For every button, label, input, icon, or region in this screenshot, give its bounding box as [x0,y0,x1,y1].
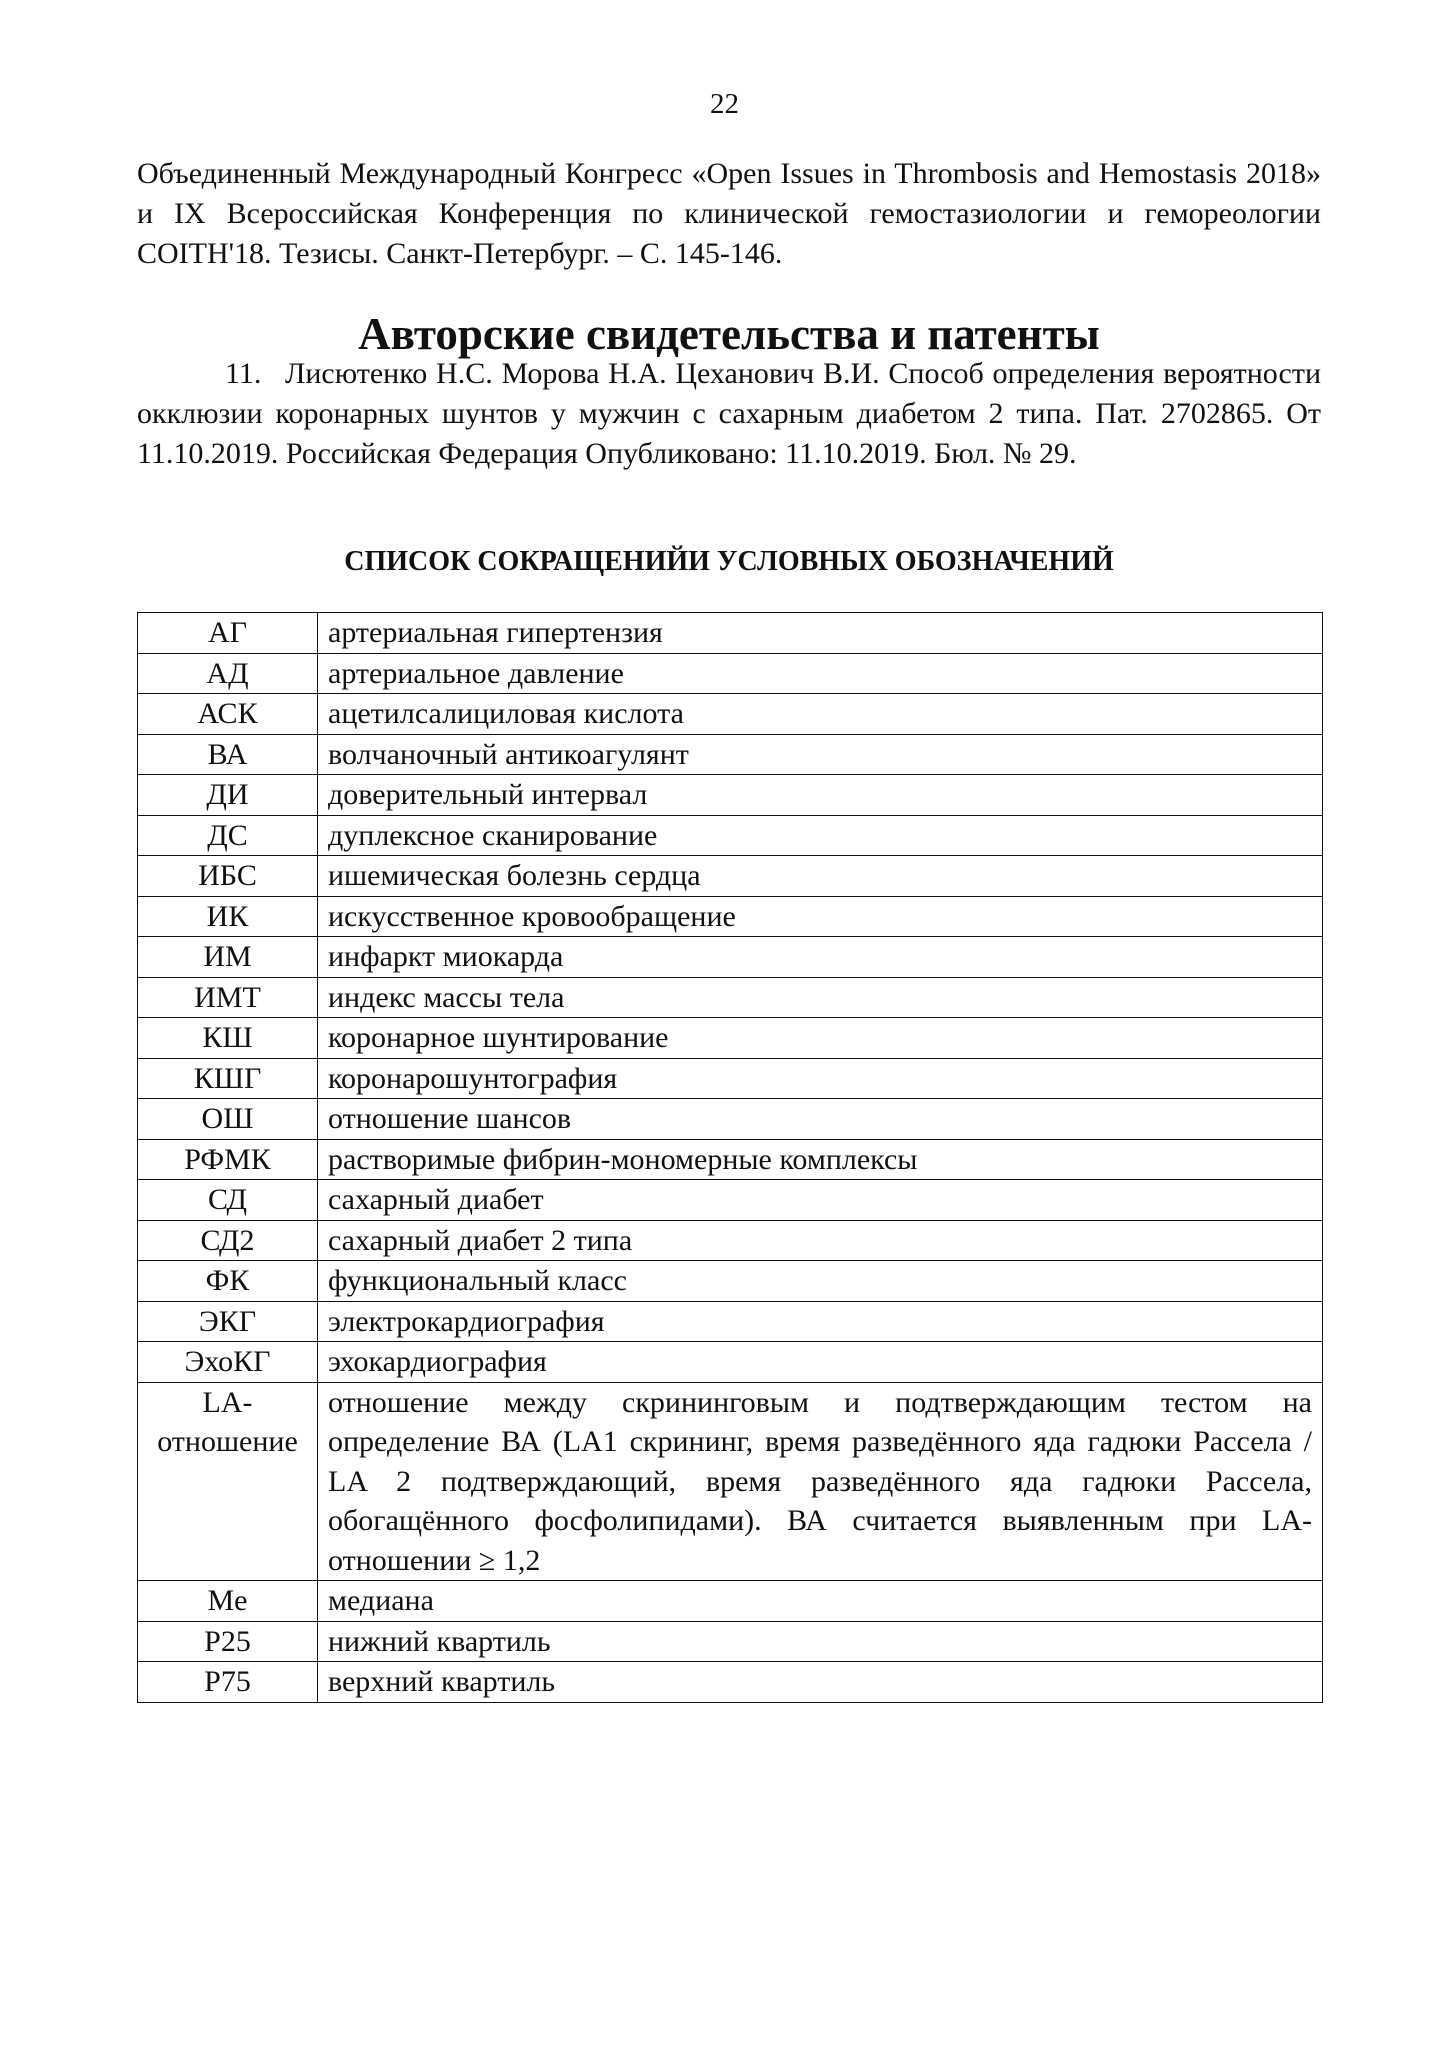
table-row [138,1261,1323,1302]
abbreviation-cell: Me [138,1581,318,1622]
definition-cell: инфаркт миокарда [318,937,1323,978]
definition-cell: волчаночный антикоагулянт [318,734,1323,775]
abbreviation-cell: АСК [138,694,318,735]
definition-cell: медиана [318,1581,1323,1622]
definition-cell: коронарное шунтирование [318,1018,1323,1059]
table-row [138,1139,1323,1180]
definition-cell: коронарошунтография [318,1058,1323,1099]
abbreviation-cell: ИМТ [138,977,318,1018]
definition-cell: артериальное давление [318,653,1323,694]
definition-cell: верхний квартиль [318,1662,1323,1703]
abbreviation-cell: КШГ [138,1058,318,1099]
table-row [138,1581,1323,1622]
table-row [138,856,1323,897]
abbreviation-cell: ДИ [138,775,318,816]
table-row [138,734,1323,775]
table-row [138,896,1323,937]
abbreviation-cell: СД [138,1180,318,1221]
abbreviation-cell: ОШ [138,1099,318,1140]
definition-cell: искусственное кровообращение [318,896,1323,937]
definition-cell: ацетилсалициловая кислота [318,694,1323,735]
abbreviation-cell: ИК [138,896,318,937]
table-row [138,815,1323,856]
definition-cell: нижний квартиль [318,1621,1323,1662]
definition-cell: дуплексное сканирование [318,815,1323,856]
table-row [138,775,1323,816]
definition-cell: растворимые фибрин-мономерные комплексы [318,1139,1323,1180]
table-row [138,1220,1323,1261]
definition-cell: отношение между скрининговым и подтверждающим тестом на определение ВА (LA1 скрининг, время разведённого яда гадюки Рассела / LA 2 подтверждающий, время разведённого яда гадюки Рассела, обогащённого фосфолипидами). ВА считается выявленным при LA-отношении ≥ 1,2 [318,1382,1323,1581]
table-row [138,1099,1323,1140]
abbreviations-table-body [138,613,1323,1703]
table-row [138,1301,1323,1342]
reference-continuation: Объединенный Международный Конгресс «Open Issues in Thrombosis and Hemostasis 2018» и IX Всероссийская Конференция по клинической гемостазиологии и гемореологии COITH'18. Тезисы. Санкт-Петербург. – С. 145-146. [137,157,1321,270]
definition-cell: индекс массы тела [318,977,1323,1018]
abbreviation-cell: ИМ [138,937,318,978]
definition-cell: доверительный интервал [318,775,1323,816]
table-row [138,1018,1323,1059]
table-row [138,977,1323,1018]
abbreviation-cell: LA-отношение [138,1382,318,1581]
abbreviation-cell: ЭКГ [138,1301,318,1342]
definition-cell: электрокардиография [318,1301,1323,1342]
table-row [138,613,1323,654]
abbreviation-cell: ВА [138,734,318,775]
table-row [138,1058,1323,1099]
abbreviation-cell: ЭхоКГ [138,1342,318,1383]
definition-cell: сахарный диабет [318,1180,1323,1221]
patents-heading: Авторские свидетельства и патенты [358,309,1100,359]
table-row [138,1342,1323,1383]
abbreviation-cell: АГ [138,613,318,654]
definition-cell: артериальная гипертензия [318,613,1323,654]
patent-entry-text: Лисютенко Н.С. Морова Н.А. Цеханович В.И. Способ определения вероятности окклюзии коронарных шунтов у мужчин с сахарным диабетом 2 типа. Пат. 2702865. От 11.10.2019. Российская Федерация Опубликовано: 11.10.2019. Бюл. № 29. [137,357,1321,470]
table-row [138,937,1323,978]
table-row [138,694,1323,735]
abbreviation-cell: ДС [138,815,318,856]
abbreviation-cell: РФМК [138,1139,318,1180]
abbreviation-cell: P75 [138,1662,318,1703]
abbreviations-heading: СПИСОК СОКРАЩЕНИЙИ УСЛОВНЫХ ОБОЗНАЧЕНИЙ [344,546,1114,577]
abbreviation-cell: АД [138,653,318,694]
definition-cell: отношение шансов [318,1099,1323,1140]
table-row [138,1382,1323,1581]
table-row [138,1621,1323,1662]
page-number: 22 [710,88,739,120]
abbreviation-cell: ИБС [138,856,318,897]
definition-cell: эхокардиография [318,1342,1323,1383]
patent-entry-number: 11. [225,357,262,390]
abbreviation-cell: P25 [138,1621,318,1662]
table-row [138,653,1323,694]
abbreviations-table [137,612,1323,1703]
definition-cell: ишемическая болезнь сердца [318,856,1323,897]
abbreviation-cell: ФК [138,1261,318,1302]
patent-entry [137,354,1321,474]
definition-cell: функциональный класс [318,1261,1323,1302]
definition-cell: сахарный диабет 2 типа [318,1220,1323,1261]
abbreviation-cell: КШ [138,1018,318,1059]
abbreviation-cell: СД2 [138,1220,318,1261]
table-row [138,1180,1323,1221]
table-row [138,1662,1323,1703]
